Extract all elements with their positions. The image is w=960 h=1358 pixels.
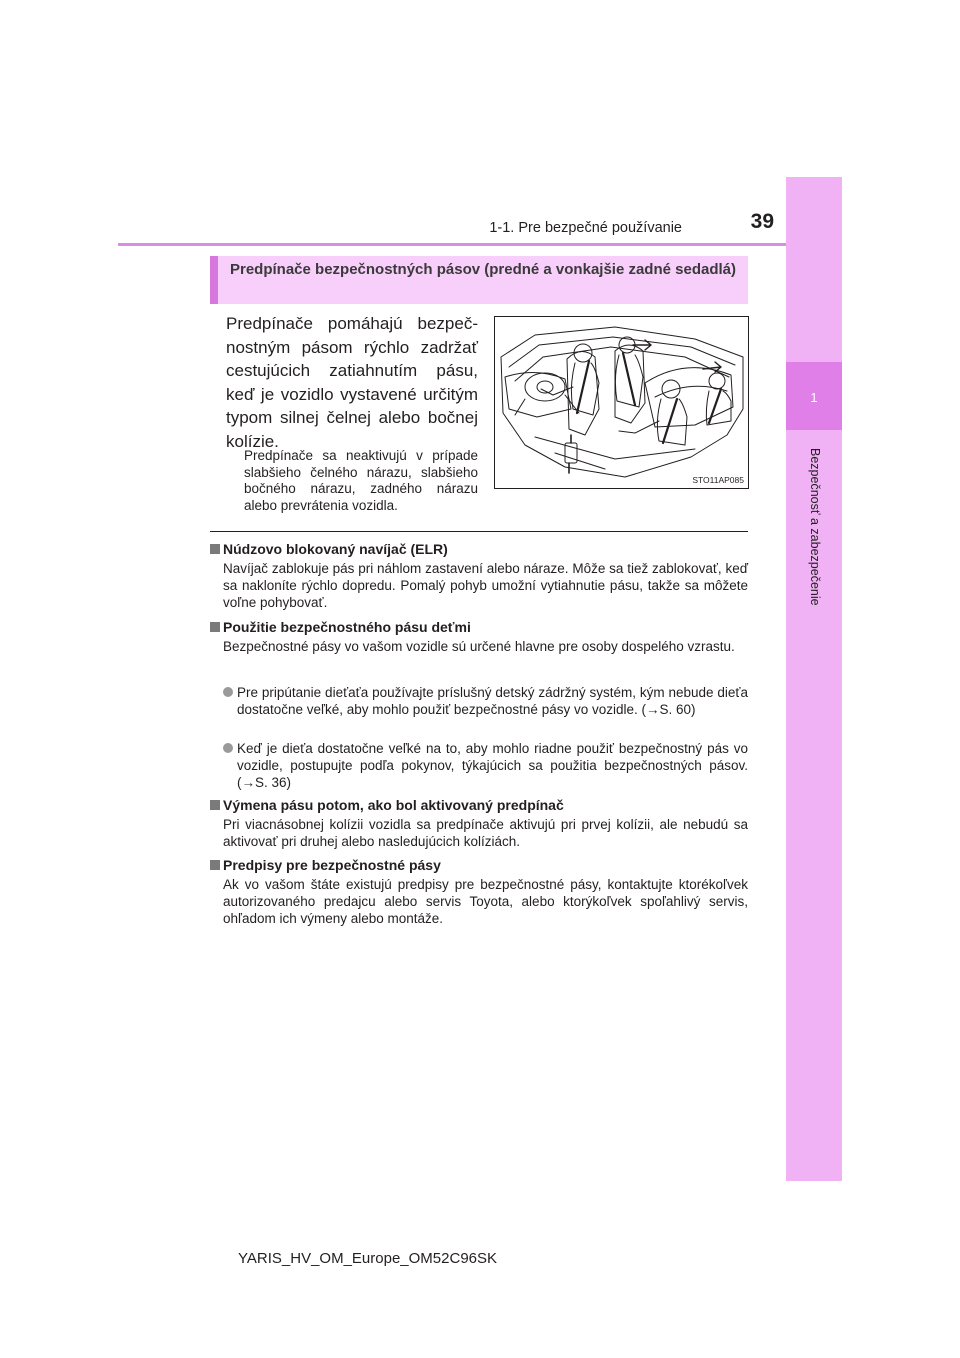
info-item-body: Navíjač zablokuje pás pri náhlom zastavení alebo náraze. Môže sa tiež zablokovať, keď sa nakloníte rýchlo dopredu. Pomalý pohyb umožní vytiahnutie pásu, takže sa môžete voľne pohybovať. xyxy=(223,561,748,610)
info-item-body: Pri viacnásobnej kolízii vozidla sa predpínače aktivujú pri prvej kolízii, ale nebudú sa aktivovať pri druhej alebo nasledujúcich kolíziách. xyxy=(223,817,748,849)
info-item-elr xyxy=(210,540,748,611)
chapter-side-tab xyxy=(786,177,842,1181)
info-item-title: Núdzovo blokovaný navíjač (ELR) xyxy=(210,540,748,558)
intro-note: Predpínače sa neaktivujú v prípade slabšieho čelného nárazu, slabšieho bočného nárazu, zadného nárazu alebo prevrátenia vozidla. xyxy=(244,448,478,513)
chapter-title: Bezpečnosť a zabezpečenie xyxy=(808,448,822,606)
chapter-number: 1 xyxy=(810,390,818,405)
square-bullet-icon xyxy=(210,800,220,810)
info-item-title: Predpisy pre bezpečnostné pásy xyxy=(210,856,748,874)
document-code-footer: YARIS_HV_OM_Europe_OM52C96SK xyxy=(238,1250,498,1267)
section-divider xyxy=(210,531,748,532)
pretensioner-illustration xyxy=(494,316,749,489)
round-bullet-icon xyxy=(223,687,233,697)
info-item-replacement xyxy=(210,796,748,850)
square-bullet-icon xyxy=(210,544,220,554)
section-heading-box xyxy=(210,256,748,304)
info-item-body: Ak vo vašom štáte existujú predpisy pre bezpečnostné pásy, kontaktujte ktorékoľvek autorizovaného predajcu alebo servis Toyota, alebo ktorýkoľvek spoľahlivý servis, ohľadom ich výmeny alebo montáže. xyxy=(223,877,748,926)
info-item-regulations xyxy=(210,856,748,927)
bullet-item-child-restraint: Pre pripútanie dieťaťa používajte príslušný detský zádržný systém, kým nebude dieťa dostatočne veľké, aby mohlo použiť bezpečnostné pásy vo vozidle. (→S. 60) xyxy=(210,684,748,718)
info-item-title: Použitie bezpečnostného pásu deťmi xyxy=(210,618,748,636)
header-rule xyxy=(118,243,786,246)
page-number: 39 xyxy=(750,210,774,233)
header-section-title: 1-1. Pre bezpečné používanie xyxy=(489,220,682,236)
square-bullet-icon xyxy=(210,860,220,870)
section-heading: Predpínače bezpečnostných pásov (predné a vonkajšie zadné sedadlá) xyxy=(230,261,737,278)
bullet-item-child-belt: Keď je dieťa dostatočne veľké na to, aby mohlo riadne použiť bezpečnostný pás vo vozidle, postupujte podľa pokynov, týkajúcich sa použitia bezpečnostných pásov. (→S. 36) xyxy=(210,740,748,791)
info-item-children xyxy=(210,618,748,655)
square-bullet-icon xyxy=(210,622,220,632)
car-interior-drawing xyxy=(495,317,748,488)
figure-code: STO11AP085 xyxy=(692,475,744,485)
info-item-body: Bezpečnostné pásy vo vašom vozidle sú určené hlavne pre osoby dospelého vzrastu. xyxy=(223,639,735,654)
round-bullet-icon xyxy=(223,743,233,753)
intro-paragraph: Predpínače pomáhajú bezpečnostným pásom rýchlo zadržať cestujúcich zatiahnutím pásu, keď je vozidlo vystavené určitým typom silnej čelnej alebo bočnej kolízie. xyxy=(226,314,478,451)
info-item-title: Výmena pásu potom, ako bol aktivovaný predpínač xyxy=(210,796,748,814)
